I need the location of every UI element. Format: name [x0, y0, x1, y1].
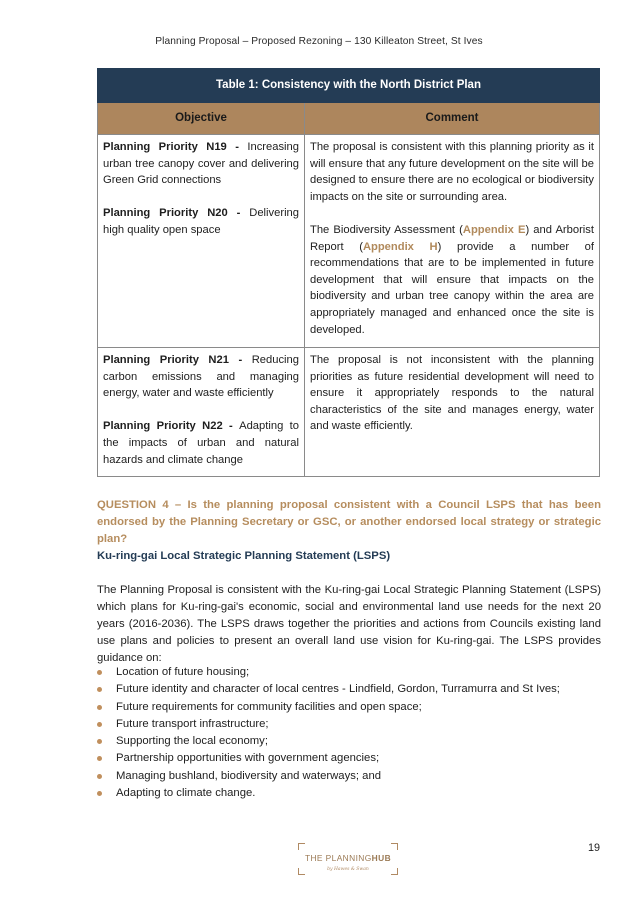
list-item-text: Location of future housing;	[116, 666, 250, 678]
table-title: Table 1: Consistency with the North District Plan	[98, 69, 600, 103]
running-header: Planning Proposal – Proposed Rezoning – 130 Killeaton Street, St Ives	[155, 36, 483, 47]
comment-text: The Biodiversity Assessment (	[310, 223, 463, 236]
table-row	[98, 135, 600, 348]
objective-item	[103, 352, 299, 402]
bullet-icon	[97, 739, 102, 744]
comment-cell	[305, 348, 600, 477]
list-item	[97, 716, 601, 733]
objective-cell	[98, 348, 305, 477]
guidance-list	[97, 664, 601, 802]
bullet-icon	[97, 791, 102, 796]
logo-tagline: by Hawes & Swan	[327, 867, 369, 872]
objective-text: Delivering high quality open space	[103, 207, 299, 236]
objective-text: Reducing carbon emissions and managing energy, water and waste efficiently	[103, 354, 299, 400]
question-heading: QUESTION 4 – Is the planning proposal consistent with a Council LSPS that has been endorsed by the Planning Secretary or GSC, or another endorsed local strategy or strategic plan?	[97, 499, 601, 545]
planning-hub-logo	[298, 843, 398, 875]
list-item	[97, 664, 601, 681]
section-heading: Ku-ring-gai Local Strategic Planning Statement (LSPS)	[97, 550, 391, 562]
list-item	[97, 699, 601, 716]
bullet-icon	[97, 670, 102, 675]
list-item-text: Future identity and character of local centres - Lindfield, Gordon, Turramurra and St Ives;	[116, 683, 560, 696]
list-item-text: Future requirements for community facilities and open space;	[116, 700, 422, 713]
column-header-objective: Objective	[98, 103, 305, 135]
logo-wordmark	[298, 853, 398, 863]
list-item	[97, 768, 601, 785]
comment-text: ) provide a number of recommendations that are to be implemented in future development that will ensure that impacts on the biodiversity and urban tree canopy within the area are appropriately managed and enhanced once the site is developed.	[310, 240, 594, 336]
objective-label: Planning Priority N20 -	[103, 207, 250, 220]
objective-text: Adapting to the impacts of urban and natural hazards and climate change	[103, 420, 299, 466]
comment-paragraph	[310, 222, 594, 338]
bullet-icon	[97, 722, 102, 727]
list-item	[97, 750, 601, 767]
body-paragraph: The Planning Proposal is consistent with the Ku-ring-gai Local Strategic Planning Statement (LSPS) which plans for Ku-ring-gai's economic, social and environmental land use needs for the next 20 years (2016-2036). The LSPS draws together the priorities and actions from Councils existing land use plans and policies to present an overall land use vision for Ku-ring-gai. The LSPS provides guidance on:	[97, 584, 601, 664]
column-header-comment: Comment	[305, 103, 600, 135]
bullet-icon	[97, 687, 102, 692]
comment-text: ) and Arborist Report (	[310, 223, 594, 253]
list-item-text: Future transport infrastructure;	[116, 717, 269, 730]
objective-label: Planning Priority N21 -	[103, 354, 252, 366]
objective-item	[103, 418, 299, 468]
logo-corner	[298, 843, 305, 850]
comment-paragraph: The proposal is not inconsistent with the planning priorities as future residential development will need to ensure it appropriately responds to the natural characteristics of the site and manages energy, water and waste efficiently.	[310, 354, 594, 433]
bullet-icon	[97, 774, 102, 779]
list-item	[97, 681, 601, 698]
list-item-text: Supporting the local economy;	[116, 735, 268, 748]
objective-item	[103, 139, 299, 189]
list-item-text: Adapting to climate change.	[116, 787, 256, 800]
appendix-e-link[interactable]: Appendix E	[462, 223, 526, 236]
comment-paragraph: The proposal is consistent with this planning priority as it will ensure that any future development on the site will be designed to ensure there are no ecological or biodiversity impacts on the site or surrounding area.	[310, 141, 594, 203]
comment-cell	[305, 135, 600, 348]
objective-cell	[98, 135, 305, 348]
table-header-row	[98, 103, 600, 135]
list-item	[97, 785, 601, 802]
list-item-text: Managing bushland, biodiversity and waterways; and	[116, 769, 382, 782]
bullet-icon	[97, 756, 102, 761]
logo-corner	[391, 843, 398, 850]
logo-word: THE PLANNING	[304, 853, 372, 863]
list-item	[97, 733, 601, 750]
appendix-h-link[interactable]: Appendix H	[362, 240, 438, 253]
page-number: 19	[588, 842, 601, 854]
logo-word-bold: HUB	[371, 853, 392, 863]
list-item-text: Partnership opportunities with government agencies;	[116, 752, 380, 765]
objective-item	[103, 205, 299, 238]
bullet-icon	[97, 705, 102, 710]
objective-label: Planning Priority N19 -	[103, 141, 248, 153]
table-title-row	[98, 69, 600, 103]
table-row	[98, 348, 600, 477]
consistency-table	[97, 68, 600, 477]
objective-text: Increasing urban tree canopy cover and delivering Green Grid connections	[103, 141, 299, 187]
objective-label: Planning Priority N22 -	[103, 420, 240, 433]
